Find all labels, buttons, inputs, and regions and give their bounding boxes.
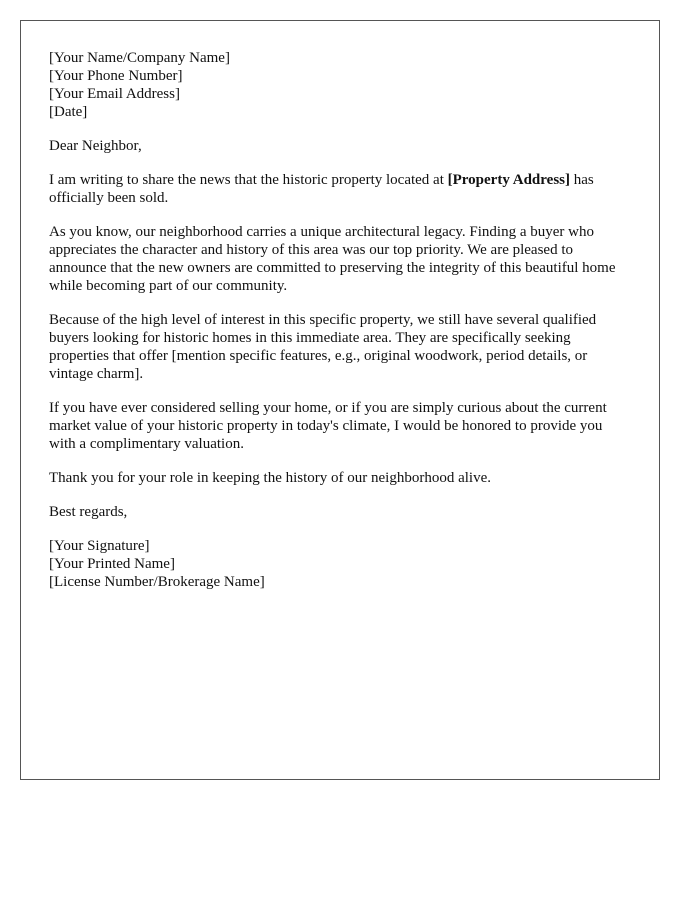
paragraph-thank-you: Thank you for your role in keeping the history of our neighborhood alive. bbox=[49, 470, 491, 486]
signature-block bbox=[49, 537, 631, 591]
paragraph1-text-before: I am writing to share the news that the historic property located at bbox=[49, 172, 448, 188]
signature-line: [Your Signature] bbox=[49, 538, 150, 554]
salutation: Dear Neighbor, bbox=[49, 138, 142, 154]
paragraph-valuation-offer: If you have ever considered selling your home, or if you are simply curious about the current market value of your historic property in today's climate, I would be honored to provide you with a complimentary valuation. bbox=[49, 400, 607, 452]
printed-name: [Your Printed Name] bbox=[49, 556, 175, 572]
sender-email: [Your Email Address] bbox=[49, 86, 180, 102]
closing: Best regards, bbox=[49, 504, 128, 520]
sender-date: [Date] bbox=[49, 104, 88, 120]
sender-block bbox=[49, 49, 631, 121]
paragraph-sale-announcement bbox=[49, 171, 631, 207]
paragraph-neighborhood-legacy: As you know, our neighborhood carries a unique architectural legacy. Finding a buyer who appreciates the character and history of this area was our top priority. We are pleased to announce that the new owners are committed to preserving the integrity of this beautiful home while becoming part of our community. bbox=[49, 224, 616, 294]
letter-page bbox=[20, 20, 660, 780]
license-brokerage: [License Number/Brokerage Name] bbox=[49, 574, 265, 590]
property-address: [Property Address] bbox=[447, 172, 570, 188]
paragraph-buyer-interest: Because of the high level of interest in this specific property, we still have several qualified buyers looking for historic homes in this immediate area. They are specifically seeking properties that offer [mention specific features, e.g., original woodwork, period details, or vintage charm]. bbox=[49, 312, 597, 382]
paragraph1-text-after: has officially been sold. bbox=[49, 172, 594, 206]
sender-name: [Your Name/Company Name] bbox=[49, 50, 230, 66]
sender-phone: [Your Phone Number] bbox=[49, 68, 183, 84]
